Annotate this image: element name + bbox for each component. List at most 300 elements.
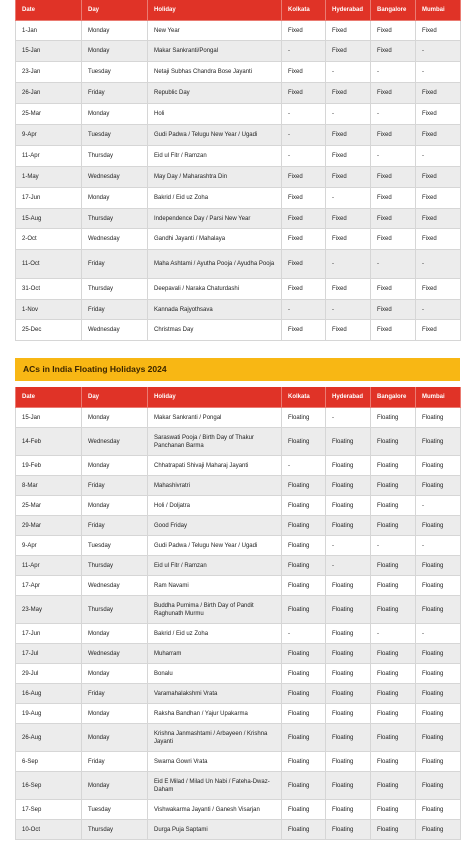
date-cell: 11-Oct [16, 250, 82, 279]
bangalore-cell: Fixed [371, 167, 416, 188]
holiday-cell: Buddha Purnima / Birth Day of Pandit Raghunath Murmu [148, 596, 282, 624]
kolkata-cell: Floating [282, 752, 326, 772]
mumbai-cell: Floating [416, 428, 461, 456]
floating-table-body [16, 408, 461, 840]
holiday-cell: Raksha Bandhan / Yajur Upakarma [148, 704, 282, 724]
hyderabad-cell: Floating [326, 724, 371, 752]
holiday-cell: New Year [148, 21, 282, 41]
hyderabad-cell: Floating [326, 624, 371, 644]
kolkata-cell: - [282, 624, 326, 644]
table-row [16, 167, 461, 188]
day-cell: Monday [82, 408, 148, 428]
date-cell: 8-Mar [16, 476, 82, 496]
table-row [16, 496, 461, 516]
kolkata-cell: Floating [282, 820, 326, 840]
holiday-cell: Deepavali / Naraka Chaturdashi [148, 279, 282, 300]
mumbai-cell: Floating [416, 772, 461, 800]
day-cell: Thursday [82, 820, 148, 840]
mumbai-cell: - [416, 41, 461, 62]
date-cell: 2-Oct [16, 229, 82, 250]
table-row [16, 752, 461, 772]
hyderabad-cell: Floating [326, 644, 371, 664]
mumbai-cell: Floating [416, 684, 461, 704]
kolkata-cell: Fixed [282, 279, 326, 300]
day-cell: Monday [82, 724, 148, 752]
kolkata-cell: Fixed [282, 21, 326, 41]
table-row [16, 209, 461, 229]
header-date: Date [16, 0, 82, 21]
holiday-cell: Eid E Milad / Milad Un Nabi / Fateha-Dwaz-Daham [148, 772, 282, 800]
mumbai-cell: Floating [416, 800, 461, 820]
mumbai-cell: Fixed [416, 229, 461, 250]
fixed-table-header [16, 0, 461, 21]
day-cell: Tuesday [82, 62, 148, 83]
header-mumbai: Mumbai [416, 387, 461, 408]
holiday-cell: Republic Day [148, 83, 282, 104]
bangalore-cell: - [371, 62, 416, 83]
bangalore-cell: Fixed [371, 125, 416, 146]
mumbai-cell: Floating [416, 596, 461, 624]
fixed-table-body [16, 21, 461, 341]
hyderabad-cell: Fixed [326, 279, 371, 300]
holiday-cell: Holi [148, 104, 282, 125]
table-row [16, 320, 461, 341]
table-row [16, 536, 461, 556]
table-row [16, 704, 461, 724]
bangalore-cell: Floating [371, 496, 416, 516]
bangalore-cell: Floating [371, 704, 416, 724]
holiday-cell: Varamahalakshmi Vrata [148, 684, 282, 704]
holiday-cell: Krishna Janmashtami / Arbayeen / Krishna Jayanti [148, 724, 282, 752]
fixed-holidays-table [15, 0, 461, 341]
floating-table-header [16, 387, 461, 408]
table-row [16, 300, 461, 320]
table-row [16, 125, 461, 146]
date-cell: 29-Mar [16, 516, 82, 536]
hyderabad-cell: Fixed [326, 229, 371, 250]
hyderabad-cell: - [326, 188, 371, 209]
holiday-cell: Chhatrapati Shivaji Maharaj Jayanti [148, 456, 282, 476]
hyderabad-cell: Floating [326, 800, 371, 820]
table-row [16, 188, 461, 209]
hyderabad-cell: Floating [326, 664, 371, 684]
day-cell: Monday [82, 664, 148, 684]
holiday-cell: Bonalu [148, 664, 282, 684]
table-row [16, 428, 461, 456]
table-row [16, 250, 461, 279]
bangalore-cell: Floating [371, 684, 416, 704]
holiday-cell: Ram Navami [148, 576, 282, 596]
holiday-cell: Makar Sankranti / Pongal [148, 408, 282, 428]
kolkata-cell: Fixed [282, 188, 326, 209]
header-bangalore: Bangalore [371, 0, 416, 21]
table-row [16, 146, 461, 167]
date-cell: 1-Jan [16, 21, 82, 41]
hyderabad-cell: Floating [326, 516, 371, 536]
day-cell: Monday [82, 188, 148, 209]
bangalore-cell: Fixed [371, 41, 416, 62]
bangalore-cell: Floating [371, 596, 416, 624]
table-row [16, 516, 461, 536]
table-row [16, 476, 461, 496]
holiday-cell: Gudi Padwa / Telugu New Year / Ugadi [148, 536, 282, 556]
date-cell: 26-Aug [16, 724, 82, 752]
date-cell: 31-Oct [16, 279, 82, 300]
bangalore-cell: Fixed [371, 320, 416, 341]
bangalore-cell: Fixed [371, 21, 416, 41]
mumbai-cell: Fixed [416, 104, 461, 125]
kolkata-cell: - [282, 146, 326, 167]
bangalore-cell: Fixed [371, 209, 416, 229]
holiday-cell: Vishwakarma Jayanti / Ganesh Visarjan [148, 800, 282, 820]
day-cell: Thursday [82, 146, 148, 167]
kolkata-cell: Floating [282, 408, 326, 428]
hyderabad-cell: Floating [326, 456, 371, 476]
day-cell: Friday [82, 684, 148, 704]
date-cell: 26-Jan [16, 83, 82, 104]
hyderabad-cell: Floating [326, 752, 371, 772]
table-row [16, 664, 461, 684]
holiday-cell: Saraswati Pooja / Birth Day of Thakur Panchanan Barma [148, 428, 282, 456]
kolkata-cell: Fixed [282, 320, 326, 341]
holiday-cell: Independence Day / Parsi New Year [148, 209, 282, 229]
holiday-cell: Durga Puja Saptami [148, 820, 282, 840]
bangalore-cell: Floating [371, 516, 416, 536]
hyderabad-cell: Fixed [326, 146, 371, 167]
mumbai-cell: Fixed [416, 21, 461, 41]
table-row [16, 576, 461, 596]
day-cell: Monday [82, 772, 148, 800]
kolkata-cell: Floating [282, 684, 326, 704]
holiday-cell: Muharram [148, 644, 282, 664]
day-cell: Wednesday [82, 167, 148, 188]
kolkata-cell: - [282, 456, 326, 476]
holiday-cell: Good Friday [148, 516, 282, 536]
date-cell: 17-Jul [16, 644, 82, 664]
mumbai-cell: Floating [416, 476, 461, 496]
kolkata-cell: Floating [282, 772, 326, 800]
date-cell: 16-Sep [16, 772, 82, 800]
mumbai-cell: - [416, 624, 461, 644]
day-cell: Thursday [82, 596, 148, 624]
table-row [16, 556, 461, 576]
date-cell: 25-Mar [16, 104, 82, 125]
day-cell: Monday [82, 456, 148, 476]
kolkata-cell: Floating [282, 556, 326, 576]
day-cell: Friday [82, 300, 148, 320]
date-cell: 25-Dec [16, 320, 82, 341]
day-cell: Friday [82, 752, 148, 772]
hyderabad-cell: Floating [326, 576, 371, 596]
table-row [16, 800, 461, 820]
day-cell: Tuesday [82, 536, 148, 556]
holiday-cell: Netaji Subhas Chandra Bose Jayanti [148, 62, 282, 83]
kolkata-cell: Fixed [282, 229, 326, 250]
day-cell: Thursday [82, 556, 148, 576]
bangalore-cell: Floating [371, 644, 416, 664]
kolkata-cell: Floating [282, 516, 326, 536]
day-cell: Wednesday [82, 576, 148, 596]
kolkata-cell: Floating [282, 496, 326, 516]
table-row [16, 229, 461, 250]
bangalore-cell: - [371, 104, 416, 125]
hyderabad-cell: - [326, 556, 371, 576]
header-hyderabad: Hyderabad [326, 0, 371, 21]
date-cell: 23-May [16, 596, 82, 624]
table-row [16, 684, 461, 704]
mumbai-cell: Floating [416, 704, 461, 724]
mumbai-cell: Fixed [416, 167, 461, 188]
mumbai-cell: - [416, 250, 461, 279]
kolkata-cell: Floating [282, 576, 326, 596]
holiday-cell: May Day / Maharashtra Din [148, 167, 282, 188]
day-cell: Thursday [82, 279, 148, 300]
hyderabad-cell: Floating [326, 428, 371, 456]
date-cell: 25-Mar [16, 496, 82, 516]
date-cell: 1-Nov [16, 300, 82, 320]
kolkata-cell: Floating [282, 664, 326, 684]
day-cell: Monday [82, 41, 148, 62]
hyderabad-cell: - [326, 104, 371, 125]
header-holiday: Holiday [148, 0, 282, 21]
holiday-cell: Christmas Day [148, 320, 282, 341]
mumbai-cell: Floating [416, 576, 461, 596]
bangalore-cell: - [371, 250, 416, 279]
table-row [16, 644, 461, 664]
floating-holidays-banner: ACs in India Floating Holidays 2024 [15, 358, 460, 381]
day-cell: Wednesday [82, 428, 148, 456]
hyderabad-cell: - [326, 408, 371, 428]
bangalore-cell: Floating [371, 772, 416, 800]
header-day: Day [82, 387, 148, 408]
date-cell: 17-Jun [16, 624, 82, 644]
bangalore-cell: Fixed [371, 188, 416, 209]
date-cell: 23-Jan [16, 62, 82, 83]
day-cell: Friday [82, 516, 148, 536]
header-hyderabad: Hyderabad [326, 387, 371, 408]
day-cell: Monday [82, 21, 148, 41]
table-row [16, 596, 461, 624]
date-cell: 14-Feb [16, 428, 82, 456]
floating-holidays-table [15, 387, 461, 840]
kolkata-cell: Floating [282, 476, 326, 496]
hyderabad-cell: Fixed [326, 125, 371, 146]
bangalore-cell: - [371, 146, 416, 167]
date-cell: 15-Jan [16, 41, 82, 62]
day-cell: Tuesday [82, 125, 148, 146]
bangalore-cell: Floating [371, 428, 416, 456]
day-cell: Friday [82, 476, 148, 496]
mumbai-cell: - [416, 300, 461, 320]
day-cell: Wednesday [82, 644, 148, 664]
header-day: Day [82, 0, 148, 21]
bangalore-cell: Fixed [371, 229, 416, 250]
mumbai-cell: Floating [416, 516, 461, 536]
date-cell: 9-Apr [16, 536, 82, 556]
mumbai-cell: Floating [416, 664, 461, 684]
day-cell: Tuesday [82, 800, 148, 820]
kolkata-cell: - [282, 300, 326, 320]
bangalore-cell: Fixed [371, 279, 416, 300]
mumbai-cell: - [416, 62, 461, 83]
bangalore-cell: Floating [371, 752, 416, 772]
mumbai-cell: Floating [416, 644, 461, 664]
bangalore-cell: Floating [371, 724, 416, 752]
date-cell: 11-Apr [16, 146, 82, 167]
mumbai-cell: Floating [416, 724, 461, 752]
day-cell: Monday [82, 704, 148, 724]
holiday-cell: Eid ul Fitr / Ramzan [148, 556, 282, 576]
kolkata-cell: Floating [282, 800, 326, 820]
day-cell: Wednesday [82, 320, 148, 341]
bangalore-cell: Floating [371, 800, 416, 820]
date-cell: 15-Jan [16, 408, 82, 428]
bangalore-cell: Floating [371, 556, 416, 576]
header-holiday: Holiday [148, 387, 282, 408]
hyderabad-cell: Floating [326, 476, 371, 496]
mumbai-cell: Fixed [416, 209, 461, 229]
mumbai-cell: Floating [416, 456, 461, 476]
table-row [16, 820, 461, 840]
day-cell: Monday [82, 624, 148, 644]
bangalore-cell: Floating [371, 476, 416, 496]
date-cell: 19-Aug [16, 704, 82, 724]
day-cell: Monday [82, 496, 148, 516]
hyderabad-cell: Floating [326, 596, 371, 624]
mumbai-cell: Floating [416, 820, 461, 840]
header-kolkata: Kolkata [282, 387, 326, 408]
mumbai-cell: Floating [416, 556, 461, 576]
date-cell: 16-Aug [16, 684, 82, 704]
day-cell: Friday [82, 83, 148, 104]
bangalore-cell: - [371, 624, 416, 644]
table-row [16, 104, 461, 125]
hyderabad-cell: Floating [326, 684, 371, 704]
holiday-cell: Mahashivratri [148, 476, 282, 496]
header-kolkata: Kolkata [282, 0, 326, 21]
hyderabad-cell: - [326, 536, 371, 556]
bangalore-cell: Floating [371, 408, 416, 428]
holiday-cell: Gudi Padwa / Telugu New Year / Ugadi [148, 125, 282, 146]
holiday-cell: Makar Sankranti/Pongal [148, 41, 282, 62]
holiday-cell: Bakrid / Eid uz Zoha [148, 188, 282, 209]
holiday-cell: Swarna Gowri Vrata [148, 752, 282, 772]
hyderabad-cell: Fixed [326, 41, 371, 62]
kolkata-cell: Fixed [282, 62, 326, 83]
table-row [16, 724, 461, 752]
kolkata-cell: Floating [282, 536, 326, 556]
kolkata-cell: - [282, 125, 326, 146]
date-cell: 10-Oct [16, 820, 82, 840]
day-cell: Thursday [82, 209, 148, 229]
date-cell: 29-Jul [16, 664, 82, 684]
holiday-cell: Kannada Rajyothsava [148, 300, 282, 320]
mumbai-cell: Fixed [416, 83, 461, 104]
kolkata-cell: - [282, 41, 326, 62]
mumbai-cell: Fixed [416, 320, 461, 341]
holiday-cell: Gandhi Jayanti / Mahalaya [148, 229, 282, 250]
table-row [16, 772, 461, 800]
bangalore-cell: - [371, 536, 416, 556]
mumbai-cell: Fixed [416, 188, 461, 209]
bangalore-cell: Floating [371, 820, 416, 840]
mumbai-cell: Fixed [416, 279, 461, 300]
bangalore-cell: Floating [371, 576, 416, 596]
hyderabad-cell: Floating [326, 772, 371, 800]
mumbai-cell: - [416, 146, 461, 167]
hyderabad-cell: Fixed [326, 320, 371, 341]
hyderabad-cell: Fixed [326, 83, 371, 104]
header-date: Date [16, 387, 82, 408]
hyderabad-cell: Fixed [326, 167, 371, 188]
bangalore-cell: Fixed [371, 83, 416, 104]
kolkata-cell: Fixed [282, 209, 326, 229]
kolkata-cell: Fixed [282, 167, 326, 188]
hyderabad-cell: Floating [326, 820, 371, 840]
mumbai-cell: - [416, 536, 461, 556]
kolkata-cell: Fixed [282, 250, 326, 279]
table-row [16, 279, 461, 300]
header-mumbai: Mumbai [416, 0, 461, 21]
day-cell: Monday [82, 104, 148, 125]
holiday-cell: Maha Ashtami / Ayutha Pooja / Ayudha Pooja [148, 250, 282, 279]
kolkata-cell: Floating [282, 644, 326, 664]
hyderabad-cell: Floating [326, 496, 371, 516]
hyderabad-cell: - [326, 250, 371, 279]
table-row [16, 62, 461, 83]
bangalore-cell: Floating [371, 664, 416, 684]
hyderabad-cell: - [326, 300, 371, 320]
date-cell: 11-Apr [16, 556, 82, 576]
date-cell: 1-May [16, 167, 82, 188]
kolkata-cell: Floating [282, 704, 326, 724]
holiday-cell: Holi / Doljatra [148, 496, 282, 516]
hyderabad-cell: Floating [326, 704, 371, 724]
date-cell: 9-Apr [16, 125, 82, 146]
date-cell: 17-Sep [16, 800, 82, 820]
hyderabad-cell: - [326, 62, 371, 83]
table-row [16, 456, 461, 476]
mumbai-cell: - [416, 496, 461, 516]
bangalore-cell: Floating [371, 456, 416, 476]
date-cell: 17-Jun [16, 188, 82, 209]
mumbai-cell: Fixed [416, 125, 461, 146]
header-bangalore: Bangalore [371, 387, 416, 408]
day-cell: Wednesday [82, 229, 148, 250]
table-row [16, 408, 461, 428]
table-row [16, 41, 461, 62]
mumbai-cell: Floating [416, 752, 461, 772]
table-row [16, 624, 461, 644]
kolkata-cell: Floating [282, 724, 326, 752]
bangalore-cell: Fixed [371, 300, 416, 320]
day-cell: Friday [82, 250, 148, 279]
kolkata-cell: Fixed [282, 83, 326, 104]
kolkata-cell: Floating [282, 428, 326, 456]
mumbai-cell: Floating [416, 408, 461, 428]
table-row [16, 21, 461, 41]
hyderabad-cell: Fixed [326, 209, 371, 229]
date-cell: 19-Feb [16, 456, 82, 476]
kolkata-cell: Floating [282, 596, 326, 624]
table-row [16, 83, 461, 104]
holiday-cell: Eid ul Fitr / Ramzan [148, 146, 282, 167]
hyderabad-cell: Fixed [326, 21, 371, 41]
holiday-cell: Bakrid / Eid uz Zoha [148, 624, 282, 644]
date-cell: 17-Apr [16, 576, 82, 596]
date-cell: 6-Sep [16, 752, 82, 772]
kolkata-cell: - [282, 104, 326, 125]
